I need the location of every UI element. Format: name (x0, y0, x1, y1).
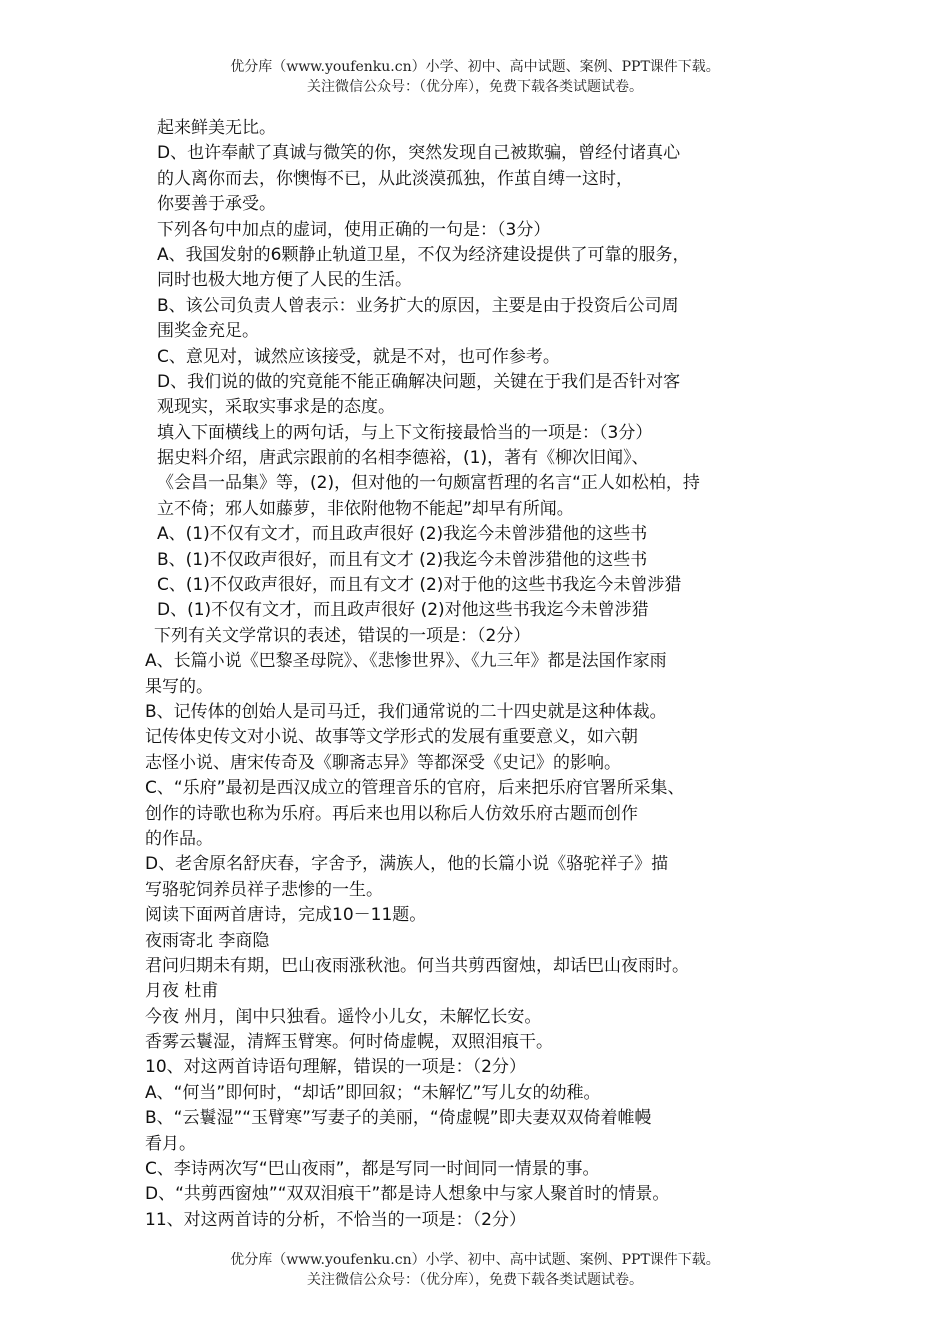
poem-title: 月夜 杜甫 (145, 981, 219, 1002)
text-line: 10、对这两首诗语句理解，错误的一项是：（2分） (145, 1057, 526, 1078)
poem-text: 君问归期未有期，巴山夜雨涨秋池。何当共剪西窗烛，却话巴山夜雨时。 (145, 955, 689, 976)
text-line: D、“共剪西窗烛”“双双泪痕干”都是诗人想象中与家人聚首时的情景。 (145, 1184, 670, 1205)
page-header (0, 57, 950, 97)
text-line: 志怪小说、唐宋传奇及《聊斋志异》等都深受《史记》的影响。 (145, 752, 621, 773)
document-body (0, 116, 950, 1233)
text-line: 据史料介绍，唐武宗跟前的名相李德裕，(1)，著有《柳次旧闻》、 (157, 448, 649, 469)
text-line: 《会昌一品集》等，(2)，但对他的一句颇富哲理的名言“正人如松柏，持 (157, 473, 700, 494)
text-line: 阅读下面两首唐诗，完成10－11题。 (145, 905, 427, 926)
text-line: D、老舍原名舒庆春，字舍予，满族人，他的长篇小说《骆驼祥子》描 (145, 854, 669, 875)
page-footer (0, 1250, 950, 1290)
text-line: 的人离你而去，你懊悔不已，从此淡漠孤独，作茧自缚一这时， (157, 168, 633, 189)
poem-text: 今夜 州月，闺中只独看。遥怜小儿女，未解忆长安。 (145, 1006, 542, 1027)
text-line: 的作品。 (145, 828, 213, 849)
text-line: 记传体史传文对小说、故事等文学形式的发展有重要意义，如六朝 (145, 727, 638, 748)
text-line: D、我们说的做的究竟能不能正确解决问题，关键在于我们是否针对客 (157, 371, 681, 392)
text-line: 起来鲜美无比。 (157, 118, 276, 138)
text-line: 11、对这两首诗的分析，不恰当的一项是：（2分） (145, 1209, 526, 1230)
text-line: A、“何当”即何时，“却话”即回叙；“未解忆”写儿女的幼稚。 (145, 1082, 601, 1103)
text-line: 观现实，采取实事求是的态度。 (157, 397, 395, 418)
text-line: 你要善于承受。 (157, 194, 276, 215)
text-line: C、意见对，诚然应该接受，就是不对，也可作参考。 (157, 346, 560, 367)
poem-title: 夜雨寄北 李商隐 (145, 930, 270, 951)
text-line: 创作的诗歌也称为乐府。再后来也用以称后人仿效乐府古题而创作 (145, 803, 638, 824)
text-line: 写骆驼饲养员祥子悲惨的一生。 (145, 879, 383, 900)
text-line: 围奖金充足。 (157, 321, 259, 342)
text-line: 同时也极大地方便了人民的生活。 (157, 270, 412, 291)
text-line: 下列各句中加点的虚词，使用正确的一句是：（3分） (157, 219, 551, 240)
header-line-2: 关注微信公众号：（优分库），免费下载各类试题试卷。 (307, 79, 643, 95)
text-line: 立不倚；邪人如藤萝，非依附他物不能起”却早有所闻。 (157, 498, 574, 519)
text-line: D、也许奉献了真诚与微笑的你，突然发现自己被欺骗，曾经付诸真心 (157, 143, 681, 164)
text-line: 看月。 (145, 1133, 196, 1154)
text-line: 果写的。 (145, 676, 213, 697)
text-line: 下列有关文学常识的表述，错误的一项是：（2分） (154, 625, 531, 646)
text-line: C、李诗两次写“巴山夜雨”，都是写同一时间同一情景的事。 (145, 1159, 600, 1180)
text-line: B、该公司负责人曾表示：业务扩大的原因，主要是由于投资后公司周 (157, 295, 679, 316)
text-line: B、“云鬟湿”“玉臂寒”写妻子的美丽，“倚虚幌”即夫妻双双倚着帷幔 (145, 1108, 652, 1129)
text-line: A、(1)不仅有文才，而且政声很好 (2)我迄今未曾涉猎他的这些书 (157, 524, 648, 545)
text-line: D、(1)不仅有文才，而且政声很好 (2)对他这些书我迄今未曾涉猎 (157, 600, 649, 621)
footer-line-1: 优分库（www.youfenku.cn）小学、初中、高中试题、案例、PPT课件下载。 (230, 1252, 720, 1268)
text-line: A、长篇小说《巴黎圣母院》、《悲惨世界》、《九三年》都是法国作家雨 (145, 651, 667, 672)
text-line: 填入下面横线上的两句话，与上下文衔接最恰当的一项是：（3分） (157, 422, 653, 443)
text-line: A、我国发射的6颗静止轨道卫星，不仅为经济建设提供了可靠的服务， (157, 244, 690, 265)
text-line: C、(1)不仅政声很好，而且有文才 (2)对于他的这些书我迄今未曾涉猎 (157, 575, 682, 596)
poem-text: 香雾云鬟湿，清辉玉臂寒。何时倚虚幌，双照泪痕干。 (145, 1032, 553, 1053)
footer-line-2: 关注微信公众号：（优分库），免费下载各类试题试卷。 (307, 1272, 643, 1288)
text-line: B、(1)不仅政声很好，而且有文才 (2)我迄今未曾涉猎他的这些书 (157, 549, 648, 570)
text-line: C、“乐府”最初是西汉成立的管理音乐的官府，后来把乐府官署所采集、 (145, 778, 685, 799)
text-line: B、记传体的创始人是司马迁，我们通常说的二十四史就是这种体裁。 (145, 701, 667, 722)
header-line-1: 优分库（www.youfenku.cn）小学、初中、高中试题、案例、PPT课件下载。 (230, 59, 720, 75)
